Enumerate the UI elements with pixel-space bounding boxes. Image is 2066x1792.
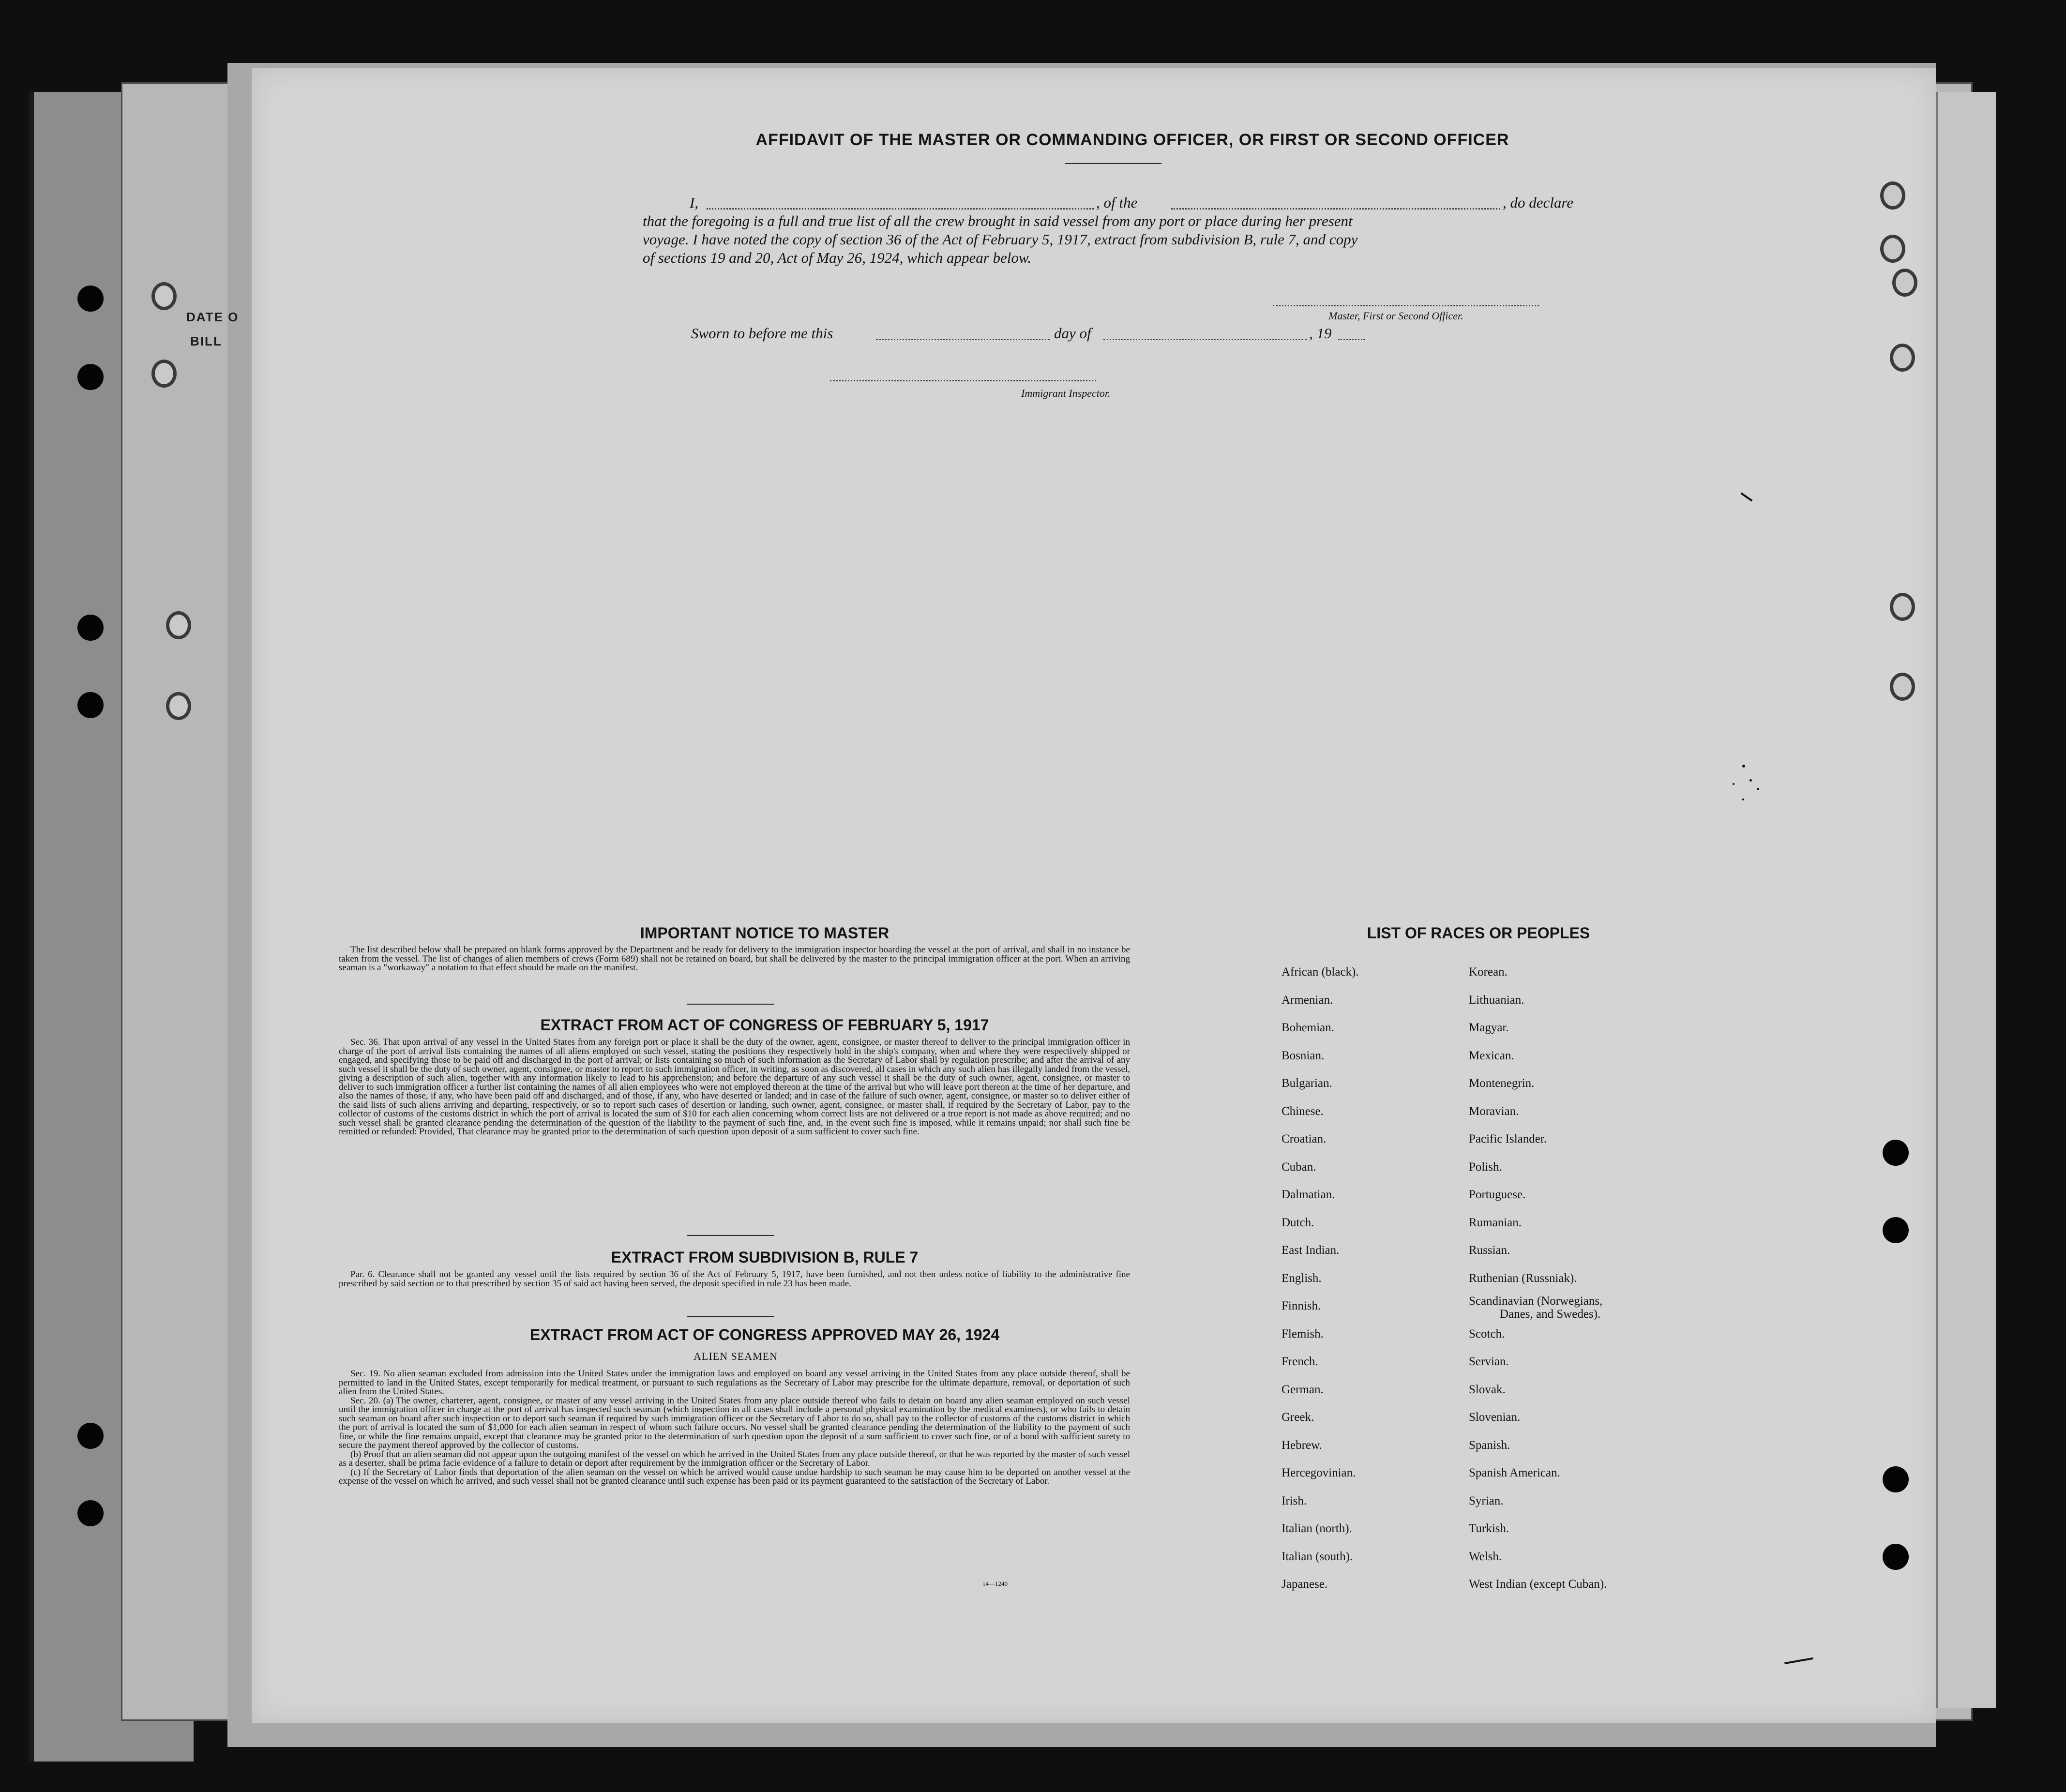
act-1924-title: EXTRACT FROM ACT OF CONGRESS APPROVED MAY 26, 1924 [529,1326,1000,1343]
sec-20c-paragraph: (c) If the Secretary of Labor finds that deportation of the alien seaman on the vessel on which he arrived would cause undue hardship to such seaman he may cause him to be deported on another vessel at the expense of the vessel on which he arrived, and such vessel shall not be granted clearance until such expense has been paid or its payment guaranteed to the satisfaction of the Secretary of Labor. [339,1467,1130,1486]
race-item: Flemish. [1282,1327,1324,1340]
races-title: LIST OF RACES OR PEOPLES [1367,924,1590,942]
ink-mark [1749,779,1752,782]
race-item: Portuguese. [1469,1188,1526,1201]
affidavit-line-4: of sections 19 and 20, Act of May 26, 1924, which appear below. [643,249,1032,266]
race-item: Spanish. [1469,1438,1510,1452]
punch-hole [1883,1466,1909,1492]
race-item: Armenian. [1282,993,1333,1007]
race-item: Moravian. [1469,1104,1519,1118]
affidavit-line-3: voyage. I have noted the copy of section 36 of the Act of February 5, 1917, extract from subdivision B, rule 7, and copy [643,231,1358,248]
punch-hole [77,615,104,641]
race-item: West Indian (except Cuban). [1469,1578,1607,1591]
race-item: Bosnian. [1282,1049,1325,1062]
notice-paragraph: The list described below shall be prepared on blank forms approved by the Department and be ready for delivery to the immigration inspector boarding the vessel at the port of arrival, and shall in no instance be taken from the vessel. The list of changes of alien members of crews (Form 689) shall not be retained on board, but shall be delivered by the master to the principal immigration officer at the port. When an arriving seaman is a "workaway" a notation to that effect should be made on the manifest. [339,946,1130,973]
race-item: Rumanian. [1469,1216,1522,1229]
sworn-label: Sworn to before me this [691,325,833,342]
act-1917-paragraph: Sec. 36. That upon arrival of any vessel in the United States from any foreign port or place it shall be the duty of the owner, agent, consignee, or master thereof to deliver to the principal immigration officer in charge of the port of arrival lists containing the names of all aliens employed on such vessel, stating the positions they respectively hold in the ship's company, when and where they were respectively shipped or engaged, and specifying those to be paid off and discharged in the port of arrival; or lists containing so much of such information as the Secretary of Labor shall by regulation prescribe; and after the arrival of any such vessel it shall be the duty of such owner, agent, consignee, or master to report to such immigration officer, in writing, as soon as discovered, all cases in which any such alien has illegally landed from the vessel, giving a description of such alien, together with any information likely to lead to his apprehension; and before the departure of any such vessel it shall be the duty of such owner, agent, consignee, or master to deliver to such immigration officer a further list containing the names of all alien employees who were not employed thereon at the time of the arrival but who will leave port thereon at the time of her departure, and also the names of those, if any, who have been paid off and discharged, and of those, if any, who have deserted or landed; and in case of the failure of such owner, agent, consignee, or master so to deliver either of the said lists of such aliens arriving and departing, respectively, or so to report such cases of desertion or landing, such owner, agent, consignee, or master shall, if required by the Secretary of Labor, pay to the collector of customs of the customs district in which the port of arrival is located the sum of $10 for each alien concerning whom correct lists are not delivered or a true report is not made as above required; and no such vessel shall be granted clearance pending the determination of the question of the liability to the payment of such fine, and, in the event such fine is imposed, while it remains unpaid; nor shall such fine be remitted or refunded: Provided, That clearance may be granted prior to the determination of such question upon deposit of a sum sufficient to cover such fine. [339,1038,1130,1137]
race-item: Lithuanian. [1469,993,1524,1007]
race-item: Scotch. [1469,1327,1505,1340]
race-item: Irish. [1282,1494,1307,1507]
rule-7-title: EXTRACT FROM SUBDIVISION B, RULE 7 [611,1249,919,1266]
race-item: African (black). [1282,965,1359,979]
punch-hole [77,364,104,390]
race-item: Turkish. [1469,1522,1509,1535]
act-1924-subtitle: ALIEN SEAMEN [694,1350,778,1362]
punch-hole-ring [166,611,191,639]
race-item: East Indian. [1282,1244,1340,1257]
race-item: Italian (south). [1282,1550,1353,1563]
race-item: Welsh. [1469,1550,1502,1563]
race-item: Magyar. [1469,1021,1509,1034]
section-rule [687,1004,774,1005]
sec-19-paragraph: Sec. 19. No alien seaman excluded from admission into the United States under the immigration laws and employed on board any vessel arriving in the United States from any place outside thereof, shall be permitted to land in the United States, except temporarily for medical treatment, or pursuant to such regulations as the Secretary of Labor may prescribe for the ultimate departure, removal, or deportation of such alien from the United States. [339,1370,1130,1397]
race-item: Scandinavian (Norwegians, [1469,1295,1603,1308]
punch-hole-ring [1892,269,1917,297]
notice-text [339,946,1130,983]
inspector-signature-label: Immigrant Inspector. [1021,387,1111,399]
punch-hole-ring [1890,593,1915,621]
vessel-blank[interactable] [1171,208,1500,210]
affidavit-do-declare: , do declare [1503,194,1574,211]
punch-hole [77,286,104,312]
race-item: Russian. [1469,1244,1510,1257]
title-rule [1065,163,1161,164]
act-1924-text [339,1370,1130,1544]
race-item: Slovenian. [1469,1411,1521,1424]
master-signature-label: Master, First or Second Officer. [1328,310,1463,322]
race-item: Italian (north). [1282,1522,1352,1535]
race-item: Pacific Islander. [1469,1132,1547,1145]
race-item: English. [1282,1271,1322,1285]
race-item: Croatian. [1282,1132,1327,1145]
ink-mark [1740,492,1752,501]
race-item: Dutch. [1282,1216,1314,1229]
year-label: , 19 [1309,325,1332,342]
punch-hole-ring [1880,235,1905,263]
notice-title: IMPORTANT NOTICE TO MASTER [640,924,890,942]
rule-7-text [339,1270,1130,1299]
stamp-text: DATE O [186,310,239,324]
race-item: German. [1282,1383,1324,1396]
race-item: Bulgarian. [1282,1077,1332,1090]
punch-hole-ring [151,360,177,388]
punch-hole [77,1500,104,1526]
race-item: Cuban. [1282,1160,1316,1174]
document-page [252,68,1936,1723]
race-item: Korean. [1469,965,1508,979]
punch-hole [1883,1544,1909,1570]
race-item: Greek. [1282,1411,1314,1424]
inspector-signature-blank[interactable] [830,380,1096,381]
ink-mark [1742,765,1745,768]
race-item: Bohemian. [1282,1021,1335,1034]
punch-hole [77,1423,104,1449]
race-item: Hercegovinian. [1282,1466,1356,1479]
punch-hole [1883,1217,1909,1243]
race-item: Japanese. [1282,1578,1328,1591]
race-item: Danes, and Swedes). [1500,1308,1601,1321]
affidavit-of-the: , of the [1096,194,1138,211]
punch-hole-ring [1880,181,1905,210]
ink-mark [1784,1657,1813,1664]
race-item: Finnish. [1282,1299,1321,1312]
race-item: Mexican. [1469,1049,1514,1062]
sec-20a-paragraph: Sec. 20. (a) The owner, charterer, agent, consignee, or master of any vessel arriving in the United States from any place outside thereof who fails to detain on board any alien seaman employed on such vessel until the immigration officer in charge at the port of arrival has inspected such seaman (which inspection in all cases shall include a personal physical examination by the medical examiners), or who fails to detain such seaman on board after such inspection or to deport such seaman if required by such immigration officer or the Secretary of Labor to do so, shall pay to the collector of customs of the customs district in which the port of arrival is located the sum of $1,000 for each alien seaman in respect of whom such failure occurs. No vessel shall be granted clearance pending the determination of the liability to the payment of such fine, or while the fine remains unpaid, except that clearance may be granted prior to the determination of such question upon the deposit of a sum sufficient to cover such fine, or of a bond with sufficient surety to secure the payment thereof approved by the collector of customs. [339,1395,1130,1450]
punch-hole-ring [1890,673,1915,701]
section-rule [687,1235,774,1236]
race-item: Chinese. [1282,1104,1324,1118]
punch-hole [77,692,104,718]
stamp-text: BILL [190,334,222,348]
punch-hole-ring [151,282,177,310]
affidavit-i: I, [690,194,699,211]
ink-mark [1757,788,1759,790]
race-item: Dalmatian. [1282,1188,1335,1201]
race-item: Spanish American. [1469,1466,1560,1479]
punch-hole-ring [166,692,191,720]
sec-20b-paragraph: (b) Proof that an alien seaman did not appear upon the outgoing manifest of the vessel on which he arrived in the United States from any place outside thereof, or that he was reported by the master of such vessel as a deserter, shall be prima facie evidence of a failure to detain or deport after requirement by the immigration officer or the Secretary of Labor. [339,1449,1130,1468]
section-rule [687,1316,774,1317]
race-item: Syrian. [1469,1494,1504,1507]
race-item: Slovak. [1469,1383,1506,1396]
affidavit-title: AFFIDAVIT OF THE MASTER OR COMMANDING OFFICER, OR FIRST OR SECOND OFFICER [755,131,1509,149]
master-signature-blank[interactable] [1273,305,1539,306]
act-1917-title: EXTRACT FROM ACT OF CONGRESS OF FEBRUARY 5, 1917 [540,1016,989,1034]
page-edge-right [1936,92,1996,1708]
day-blank[interactable] [876,339,1050,340]
race-item: Hebrew. [1282,1438,1322,1452]
punch-hole [1883,1140,1909,1166]
year-blank[interactable] [1338,339,1365,340]
ink-mark [1742,798,1744,800]
form-number: 14—1240 [982,1580,1008,1587]
punch-hole-ring [1890,344,1915,372]
race-item: Polish. [1469,1160,1502,1174]
rule-7-paragraph: Par. 6. Clearance shall not be granted any vessel until the lists required by section 36 of the Act of February 5, 1917, have been furnished, and not then unless notice of liability to the administrative fine prescribed by said section or to that prescribed by section 35 of said act having been served, the deposit specified in rule 23 has been made. [339,1270,1130,1289]
race-item: Servian. [1469,1355,1509,1368]
name-blank[interactable] [707,208,1094,210]
day-of-label: day of [1054,325,1091,342]
affidavit-line-2: that the foregoing is a full and true list of all the crew brought in said vessel from any port or place during her present [643,212,1353,229]
race-item: Ruthenian (Russniak). [1469,1271,1577,1285]
act-1917-text [339,1038,1130,1229]
race-item: French. [1282,1355,1318,1368]
ink-mark [1733,783,1734,785]
race-item: Montenegrin. [1469,1077,1535,1090]
month-blank[interactable] [1103,339,1307,340]
